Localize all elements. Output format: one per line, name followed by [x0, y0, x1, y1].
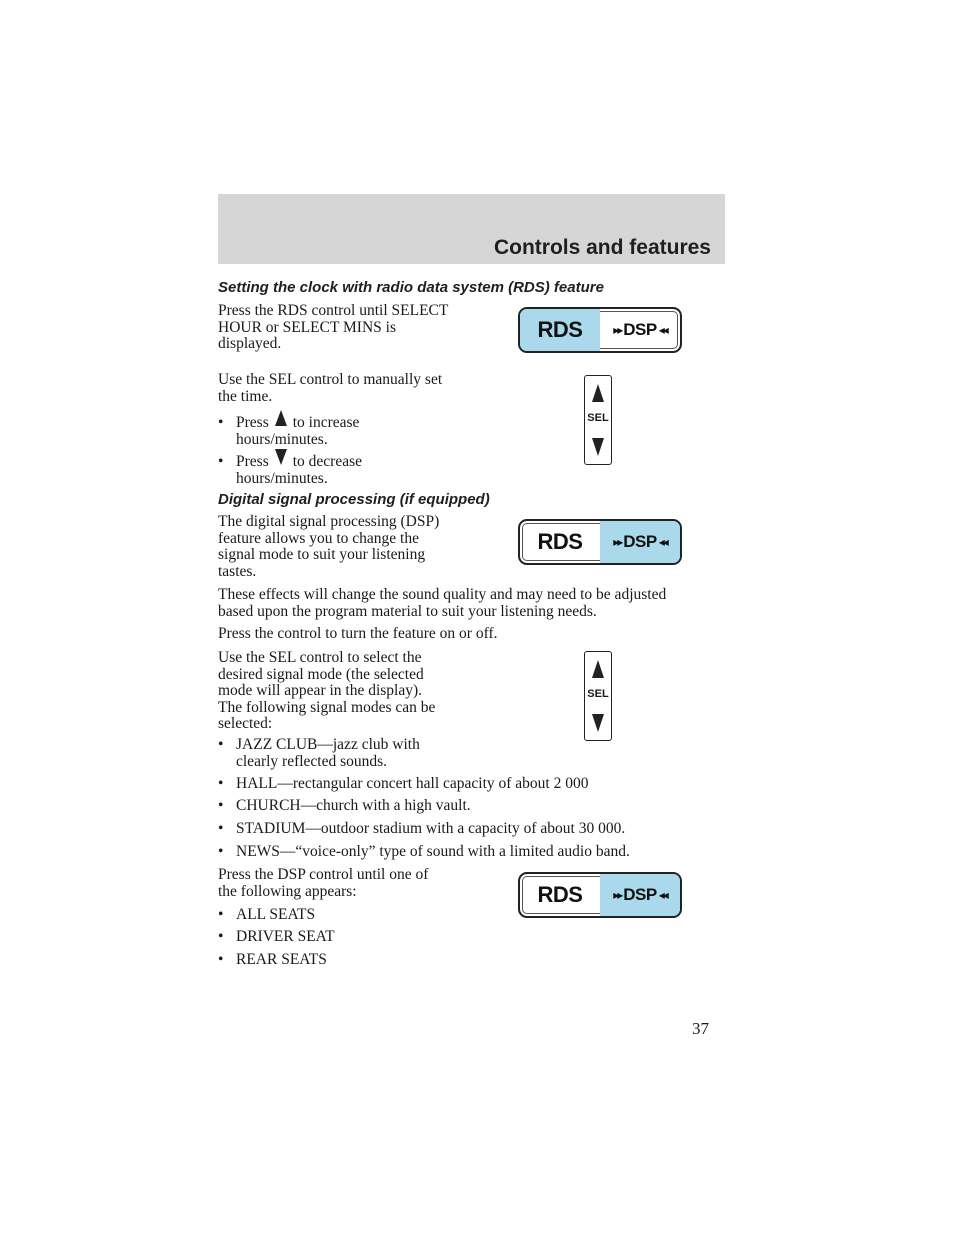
text-line: HALL—rectangular concert hall capacity of about 2 000	[236, 775, 589, 792]
bullet-dot: •	[218, 906, 224, 923]
text-line: HOUR or SELECT MINS is	[218, 318, 396, 336]
effects-paragraph	[218, 587, 666, 620]
text-line: the time.	[218, 387, 273, 405]
rds-button[interactable]	[520, 521, 600, 563]
text-line: ALL SEATS	[236, 906, 316, 923]
dsp-button[interactable]	[600, 874, 680, 916]
text-press: Press	[236, 414, 269, 431]
sel-mode-paragraph	[218, 650, 435, 733]
text-line: These effects will change the sound quality and may need to be adjusted	[218, 586, 667, 603]
text-line: The digital signal processing (DSP)	[218, 513, 440, 530]
arrow-up-icon[interactable]	[592, 384, 604, 402]
text-line: Press the RDS control until SELECT	[218, 302, 449, 319]
rds-label: RDS	[537, 529, 583, 554]
text-increase: to increase	[292, 414, 360, 431]
text-line: hours/minutes.	[236, 430, 328, 448]
text-line: NEWS—“voice-only” type of sound with a limited audio band.	[236, 843, 630, 860]
rds-dsp-control-dsp-lit[interactable]	[518, 519, 682, 565]
text-line: mode will appear in the display).	[218, 682, 423, 699]
page-number: 37	[692, 1019, 709, 1038]
bullet-dot: •	[218, 820, 224, 837]
list-item-decrease	[218, 449, 362, 487]
arrow-up-icon[interactable]	[592, 660, 604, 678]
page-header-title: Controls and features	[493, 236, 711, 259]
arrow-down-icon[interactable]	[592, 438, 604, 456]
list-item-seat	[218, 907, 315, 924]
bullet-dot: •	[218, 928, 224, 945]
text-line: JAZZ CLUB—jazz club with	[236, 736, 420, 753]
text-line: DRIVER SEAT	[236, 928, 335, 945]
dsp-intro-paragraph	[218, 514, 439, 580]
list-item-mode	[218, 737, 420, 770]
speaker-out-icon: ◂◂	[658, 535, 667, 549]
text-line: desired signal mode (the selected	[218, 665, 424, 683]
speaker-out-icon: ◂◂	[658, 888, 667, 902]
list-item-increase	[218, 410, 359, 448]
bullet-dot: •	[218, 843, 224, 860]
text-decrease: to decrease	[292, 453, 363, 470]
dsp-label: DSP	[623, 885, 657, 904]
dsp-seat-paragraph	[218, 867, 428, 900]
text-line: Press the DSP control until one of	[218, 866, 429, 883]
text-line: displayed.	[218, 335, 282, 352]
list-item-seat	[218, 952, 327, 969]
text-press: Press	[236, 453, 269, 470]
bullet-dot: •	[218, 414, 224, 431]
rds-intro-paragraph	[218, 303, 448, 353]
arrow-down-icon[interactable]	[592, 714, 604, 732]
dsp-label: DSP	[623, 320, 657, 339]
text-line: Use the SEL control to manually set	[218, 371, 443, 388]
toggle-paragraph: Press the control to turn the feature on or off.	[218, 625, 498, 642]
dsp-button[interactable]	[600, 521, 680, 563]
text-line: selected:	[218, 715, 273, 732]
text-line: hours/minutes.	[236, 469, 328, 487]
sel-set-time-paragraph	[218, 372, 442, 405]
rds-label: RDS	[537, 317, 583, 342]
speaker-in-icon: ▸▸	[613, 535, 622, 549]
dsp-label: DSP	[623, 532, 657, 551]
rds-label: RDS	[537, 882, 583, 907]
list-item-mode	[218, 821, 625, 838]
text-line: The following signal modes can be	[218, 698, 436, 716]
text-line: signal mode to suit your listening	[218, 546, 426, 563]
text-line: based upon the program material to suit your listening needs.	[218, 602, 597, 620]
sel-label: SEL	[587, 412, 609, 424]
speaker-in-icon: ▸▸	[613, 323, 622, 337]
text-line: clearly reflected sounds.	[236, 752, 388, 770]
sel-control-1[interactable]	[584, 375, 612, 465]
text-line: Use the SEL control to select the	[218, 649, 422, 666]
arrow-down-icon	[275, 449, 287, 465]
rds-button[interactable]	[520, 874, 600, 916]
sel-label: SEL	[587, 688, 609, 700]
text-line: tastes.	[218, 562, 257, 580]
list-item-mode	[218, 844, 630, 861]
text-line: the following appears:	[218, 882, 357, 900]
list-item-mode	[218, 776, 588, 793]
text-line: feature allows you to change the	[218, 529, 419, 547]
rds-dsp-control-dsp-lit-2[interactable]	[518, 872, 682, 918]
bullet-dot: •	[218, 951, 224, 968]
section-heading-rds-clock: Setting the clock with radio data system (RDS) feature	[218, 279, 604, 296]
text-line: CHURCH—church with a high vault.	[236, 797, 471, 814]
list-item-seat	[218, 929, 335, 946]
speaker-in-icon: ▸▸	[613, 888, 622, 902]
speaker-out-icon: ◂◂	[658, 323, 667, 337]
page-header	[218, 194, 725, 264]
rds-dsp-control-rds-lit[interactable]	[518, 307, 682, 353]
text-line: STADIUM—outdoor stadium with a capacity of about 30 000.	[236, 820, 626, 837]
section-heading-dsp: Digital signal processing (if equipped)	[218, 491, 490, 508]
arrow-up-icon	[275, 410, 287, 426]
dsp-button[interactable]	[600, 309, 680, 351]
text-line: REAR SEATS	[236, 951, 327, 968]
bullet-dot: •	[218, 453, 224, 470]
rds-button[interactable]	[520, 309, 600, 351]
bullet-dot: •	[218, 797, 224, 814]
list-item-mode	[218, 798, 471, 815]
sel-control-2[interactable]	[584, 651, 612, 741]
bullet-dot: •	[218, 736, 224, 753]
bullet-dot: •	[218, 775, 224, 792]
